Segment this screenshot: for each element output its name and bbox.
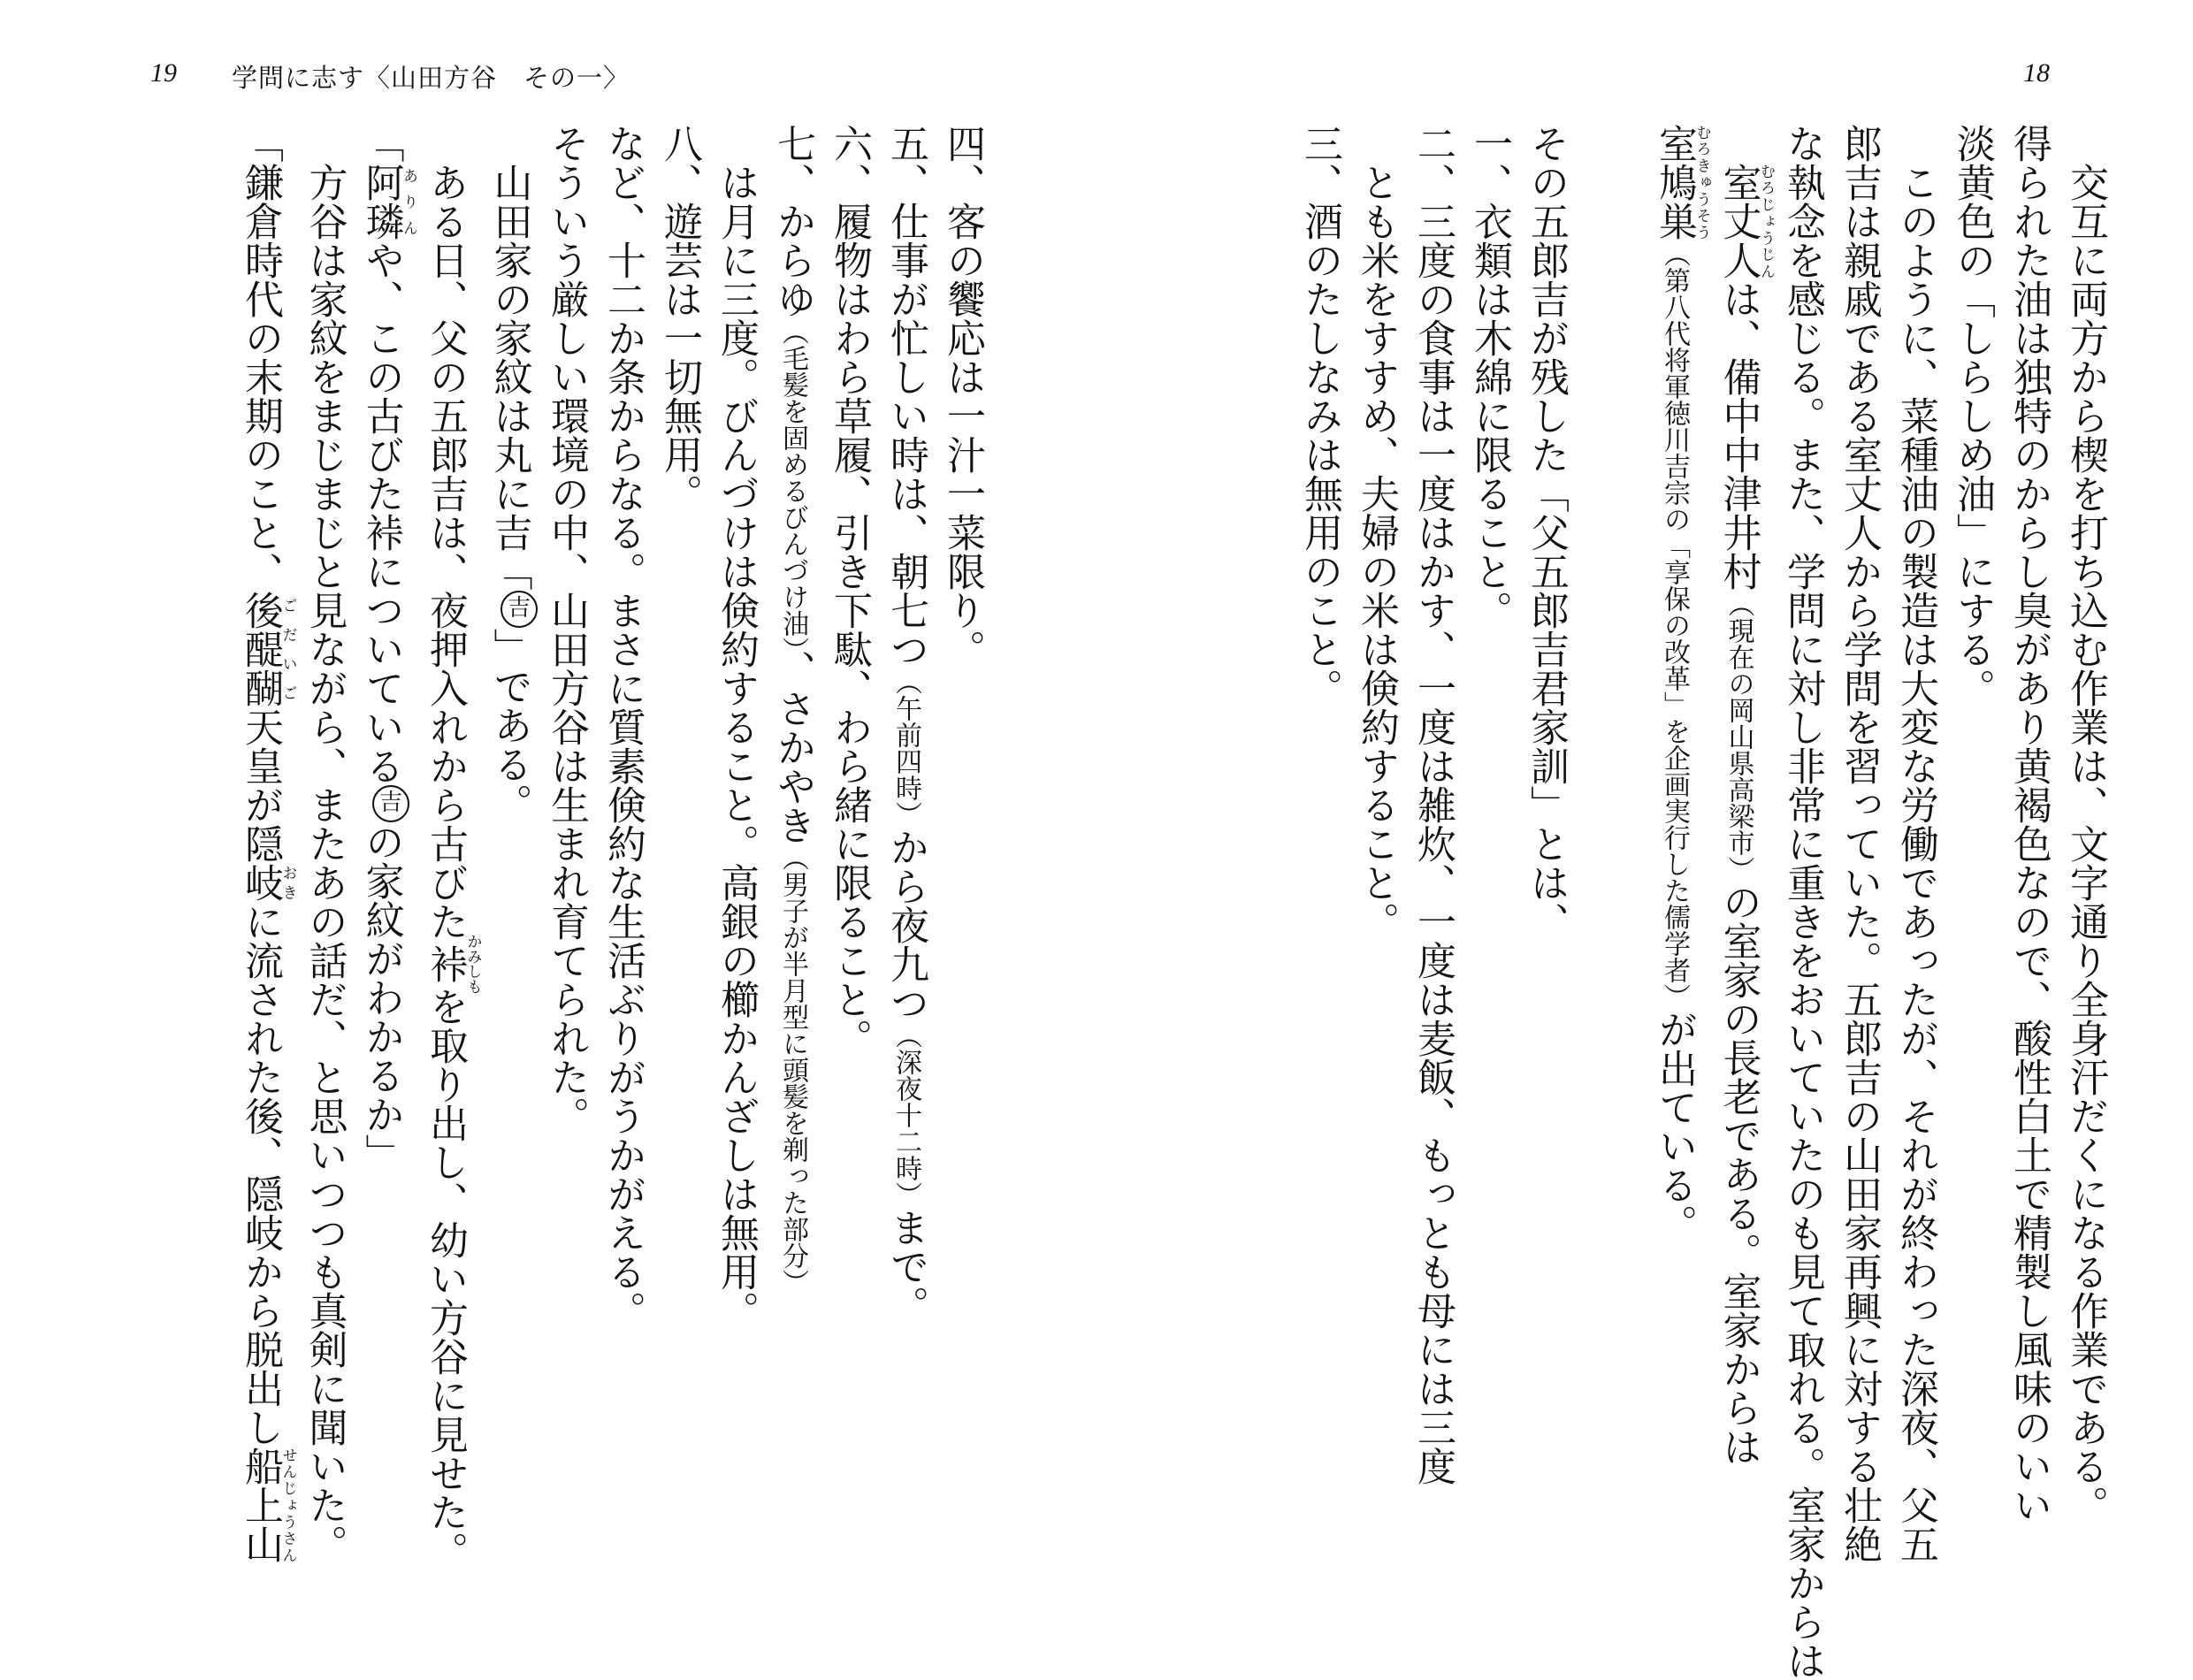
ruby-arin: 阿璘ありん (358, 163, 417, 241)
muro-line (1710, 124, 1775, 1466)
text-line (1774, 124, 1830, 1680)
rule-6: 六、履物はわら草履、引き下駄、わら緒に限ること。 (827, 124, 872, 1058)
right-page-number: 18 (2023, 58, 2050, 88)
maru-ni-kichi-crest-icon: 吉 (372, 785, 409, 822)
arin-line: 「阿璘ありんや、この古びた裃についている吉の家紋がわかるか」 (358, 124, 417, 1172)
father-line: ある日、父の五郎吉は、夜押入れから古びた裃かみしもを取り出し、幼い方谷に見せた。 (423, 124, 482, 1570)
hokoku-line: 方谷は家紋をまじまじと見ながら、またあの話だ、と思いつつも真剣に聞いた。 (302, 124, 348, 1563)
rule-4: 四、客の饗応は一汁一菜限り。 (940, 124, 985, 668)
ruby-godaigo: 後醍醐ごだいご (238, 591, 297, 707)
rule-8: 八、遊芸は一切無用。 (657, 124, 702, 513)
ruby-senjosan: 船上山せんじょうさん (238, 1447, 297, 1563)
rule-2: 二、三度の食事は一度はかす、一度は雑炊、一度は麦飯、もっとも母には三度 (1410, 124, 1456, 1485)
rule-7-cont: は月に三度。びんづけは倹約すること。高銀の櫛かんざしは無用。 (714, 124, 759, 1330)
kyuso-text: が出ている。 (1652, 1010, 1697, 1243)
ruby-muro-kyuso: 室鳩巣むろきゅうそう (1652, 124, 1711, 241)
text-line: 郎吉は親戚である室丈人から学問を習っていた。五郎吉の山田家再興に対する壮絶 (1837, 124, 1882, 1563)
left-page-number: 19 (150, 58, 177, 88)
note-binzuke: （毛髪を固めるびんづけ油） (777, 318, 808, 650)
maru-ni-kichi-crest-icon: 吉 (500, 591, 538, 628)
note-kyuso: （第八代将軍徳川吉宗の「享保の改革」を企画実行した儒学者） (1659, 241, 1690, 1010)
running-title: 学問に志す〈山田方谷 その一〉 (232, 63, 630, 93)
rule-7: 七、からゆ（毛髪を固めるびんづけ油）、さかやき（男子が半月型に頭髪を剃った部分） (770, 124, 815, 1295)
rule-2-cont: とも米をすすめ、夫婦の米は倹約すること。 (1354, 124, 1399, 941)
kyuso-line (1646, 124, 1710, 1450)
ruby-kamishimo: 裃かみしも (423, 934, 482, 994)
muro-text-2: の室家の長老である。室家からは (1715, 882, 1761, 1466)
note-sakayaki: （男子が半月型に頭髪を剃った部分） (777, 844, 808, 1295)
note-okayama: （現在の岡山県高梁市） (1723, 591, 1754, 882)
ruby-muro-jojin: 室丈人むろじょうじん (1715, 163, 1775, 279)
text-line: など、十二か条からなる。まさに質素倹約な生活ぶりがうかがえる。 (600, 124, 646, 1330)
rule-5: 五、仕事が忙しい時は、朝七つ（午前四時）から夜九つ（深夜十二時）まで。 (883, 124, 928, 1325)
ruby-oki: 岐おき (238, 863, 297, 902)
text-line-content: な執念を感じる。また、学問に対し非常に重きをおいていたのも見て取れる。室家からは (1780, 124, 1825, 1680)
crest-line: 山田家の家紋は丸に吉「吉」である。 (481, 124, 539, 1450)
kamakura-line: 「鎌倉時代の末期のこと、後醍醐ごだいご天皇が隠岐おきに流された後、隠岐から脱出し船上山せんじょうさん (238, 124, 297, 1563)
note-midnight: （深夜十二時） (890, 1022, 921, 1208)
rule-1: 一、衣類は木綿に限ること。 (1467, 124, 1512, 630)
precept-intro: その五郎吉が残した「父五郎吉君家訓」とは、 (1524, 124, 1569, 941)
note-4am: （午前四時） (890, 668, 921, 828)
left-page-body (106, 124, 990, 1570)
muro-text: は、備中中津井村 (1715, 279, 1761, 591)
rule-3: 三、酒のたしなみは無用のこと。 (1297, 124, 1342, 707)
text-line: このように、菜種油の製造は大変な労働であったが、それが終わった深夜、父五 (1893, 124, 1938, 1563)
right-page-precepts (1220, 124, 1574, 1485)
text-line: そういう厳しい環境の中、山田方谷は生まれ育てられた。 (544, 124, 589, 1135)
text-line: 淡黄色の「しらしめ油」にする。 (1950, 124, 1995, 707)
text-line: 交互に両方から楔を打ち込む作業は、文字通り全身汗だくになる作業である。 (2063, 124, 2108, 1524)
text-line: 得られた油は独特のからし臭があり黄褐色なので、酸性白土で精製し風味のいい (2006, 124, 2052, 1524)
